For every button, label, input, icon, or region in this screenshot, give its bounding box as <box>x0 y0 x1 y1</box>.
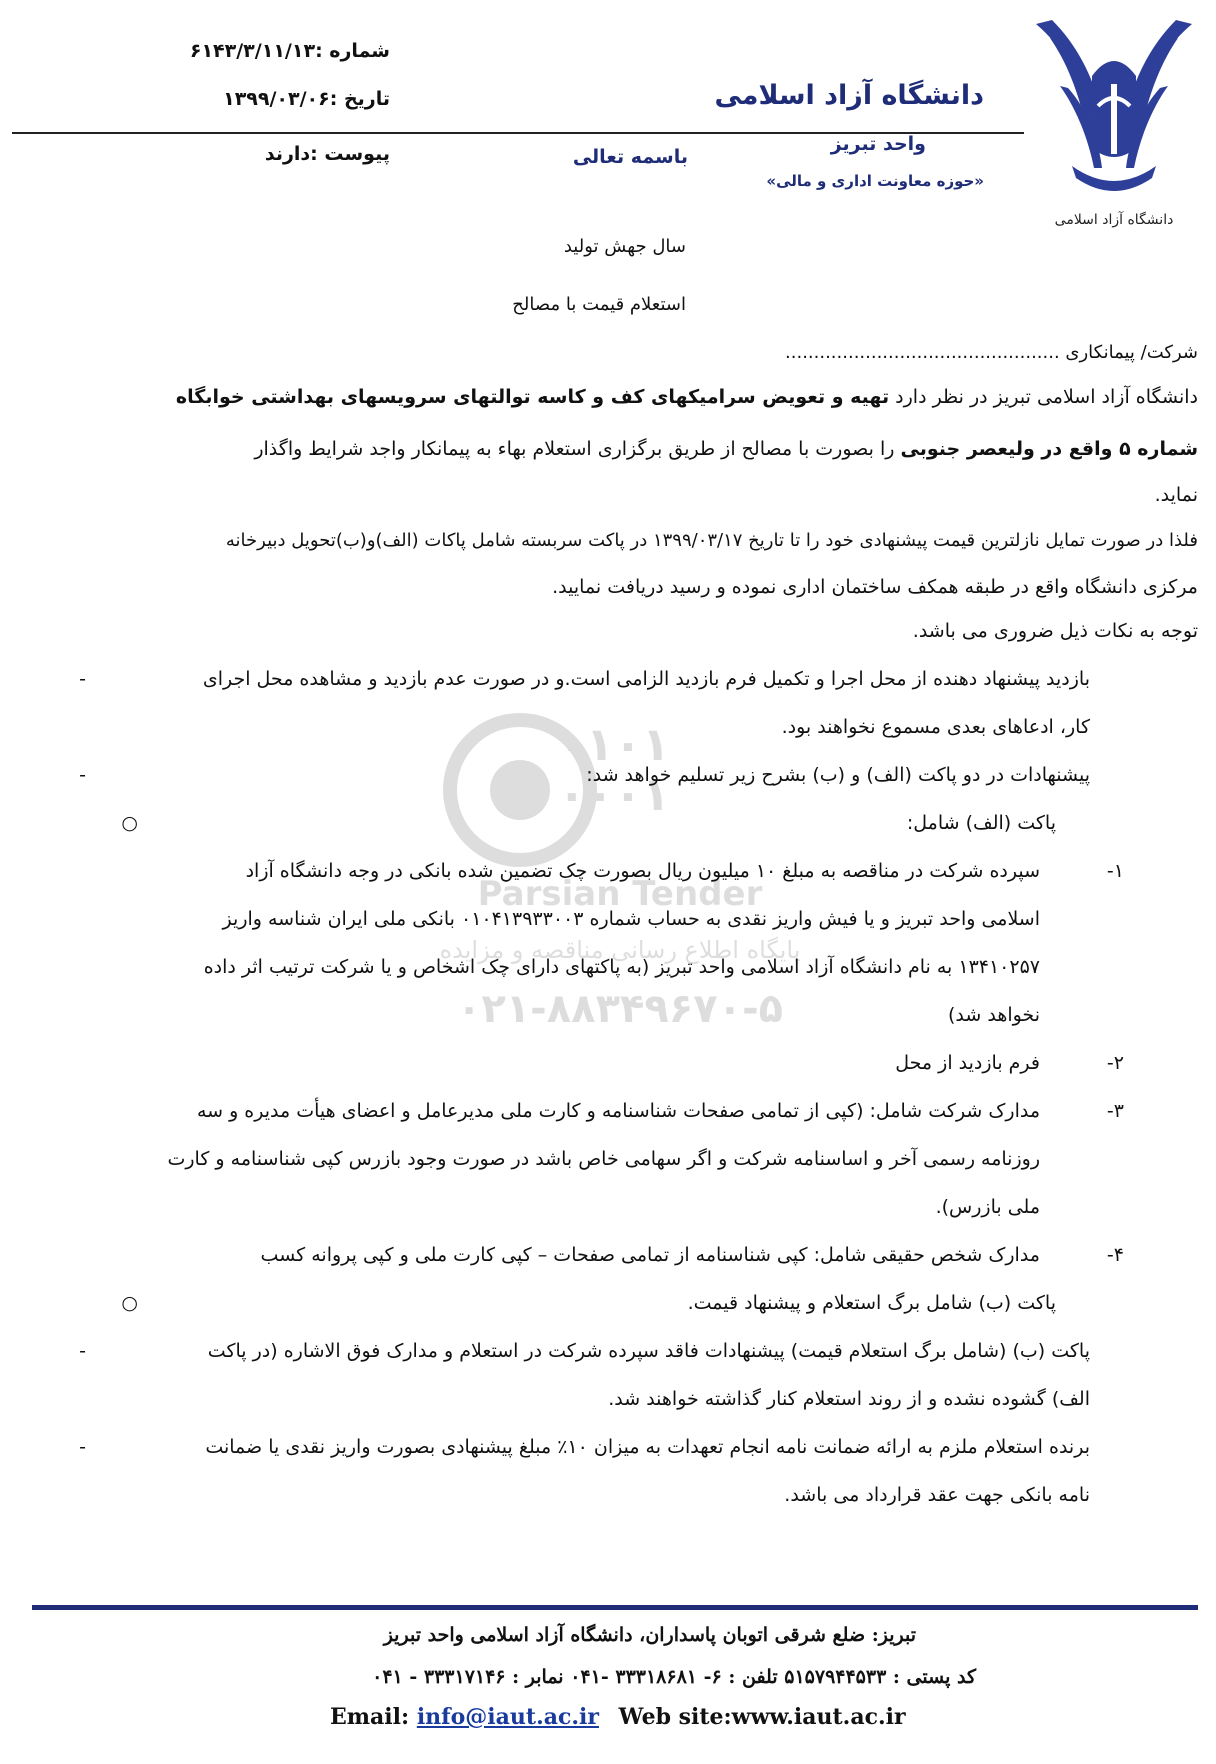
watermark-digits-2: ۰۰۰۱ <box>557 767 670 821</box>
watermark-site-name: پایگاه اطلاع رسانی مناقصه و مزایده <box>439 936 801 964</box>
website-link[interactable]: Web site:www.iaut.ac.ir <box>618 1704 906 1730</box>
watermark-brand: Parsian Tender <box>477 874 763 914</box>
para1-continuation: را بصورت با مصالح از طریق برگزاری استعلام بهاء به پیمانکار واجد شرایط واگذار <box>254 438 895 460</box>
university-name: دانشگاه آزاد اسلامی <box>714 80 984 111</box>
para1-intro: دانشگاه آزاد اسلامی تبریز در نظر دارد <box>895 386 1198 408</box>
para2-line1: فلذا در صورت تمایل نازلترین قیمت پیشنهادی خود را تا تاریخ ۱۳۹۹/۰۳/۱۷ در پاکت سربسته شامل پاکات (الف)و(ب)تحویل دبیرخانه <box>225 530 1198 551</box>
notes-heading: توجه به نکات ذیل ضروری می باشد. <box>912 620 1198 642</box>
packet-a-heading: پاکت (الف) شامل: <box>906 812 1056 834</box>
email-link[interactable]: info@iaut.ac.ir <box>416 1704 599 1730</box>
bullet-dash: - <box>79 668 86 690</box>
item3-line3: ملی بازرس). <box>935 1196 1040 1218</box>
bullet4-line2: نامه بانکی جهت عقد قرارداد می باشد. <box>784 1484 1090 1506</box>
attachment-value: دارند <box>264 143 311 165</box>
item1-line1: سپرده شرکت در مناقصه به مبلغ ۱۰ میلیون ریال بصورت چک تضمین شده بانکی در وجه دانشگاه آزاد <box>245 860 1040 882</box>
footer-contact: کد پستی : ۵۱۵۷۹۴۴۵۳۳ تلفن : ۶- ۳۳۳۱۸۶۸۱ -۰۴۱ نمابر : ۳۳۳۱۷۱۴۶ - ۰۴۱ <box>372 1666 976 1688</box>
item3-line2: روزنامه رسمی آخر و اساسنامه شرکت و اگر سهامی خاص باشد در صورت وجود بازرس کپی شناسنامه و کارت <box>167 1148 1040 1170</box>
watermark-digits-1: ۰۱۰۱ <box>557 717 670 771</box>
para1-bold-location: شماره ۵ واقع در ولیعصر جنوبی <box>900 438 1198 460</box>
date-value: ۱۳۹۹/۰۳/۰۶ <box>223 88 330 110</box>
footer-email-web <box>330 1704 906 1730</box>
bullet4-line1: برنده استعلام ملزم به ارائه ضمانت نامه انجام تعهدات به میزان ۱۰٪ مبلغ پیشنهادی بصورت واریز نقدی یا ضمانت <box>205 1436 1090 1458</box>
letter-date <box>223 88 390 110</box>
item4-number: ۴- <box>1106 1244 1124 1266</box>
bullet3-line2: الف) گشوده نشده و از روند استعلام کنار گذاشته خواهند شد. <box>608 1388 1090 1410</box>
recipient-line: شرکت/ پیمانکاری ................................................ <box>785 342 1198 363</box>
para1-end: نماید. <box>1154 484 1198 506</box>
item1-line2: اسلامی واحد تبریز و یا فیش واریز نقدی به حساب شماره ۰۱۰۴۱۳۹۳۳۰۰۳ بانکی ملی ایران شناسه واریز <box>222 908 1040 930</box>
logo-caption: دانشگاه آزاد اسلامی <box>1054 212 1174 228</box>
item2-number: ۲- <box>1106 1052 1124 1074</box>
email-label: Email: <box>330 1704 410 1730</box>
date-label: تاریخ : <box>329 88 390 110</box>
invocation: باسمه تعالی <box>572 146 688 168</box>
bullet-dash: - <box>79 1340 86 1362</box>
bullet2: پیشنهادات در دو پاکت (الف) و (ب) بشرح زیر تسلیم خواهد شد: <box>586 764 1090 786</box>
subject-line: استعلام قیمت با مصالح <box>512 294 686 315</box>
year-motto: سال جهش تولید <box>563 236 686 257</box>
circle-bullet-icon: ○ <box>121 1292 138 1314</box>
para2-line2: مرکزی دانشگاه واقع در طبقه همکف ساختمان اداری نموده و رسید دریافت نمایید. <box>552 576 1198 598</box>
packet-b-heading: پاکت (ب) شامل برگ استعلام و پیشنهاد قیمت. <box>687 1292 1056 1314</box>
item3-number: ۳- <box>1106 1100 1124 1122</box>
item2: فرم بازدید از محل <box>895 1052 1040 1074</box>
watermark-phone: ۰۲۱-۸۸۳۴۹۶۷۰-۵ <box>456 986 784 1032</box>
university-logo <box>1032 16 1196 236</box>
letter-number <box>190 40 390 62</box>
bullet3-line1: پاکت (ب) (شامل برگ استعلام قیمت) پیشنهادات فاقد سپرده شرکت در استعلام و مدارک فوق الاشاره (در پاکت <box>207 1340 1090 1362</box>
para1-bold-subject: تهیه و تعویض سرامیکهای کف و کاسه توالتهای سرویسهای بهداشتی خوابگاه <box>175 386 890 408</box>
item1-line4: نخواهد شد) <box>948 1004 1040 1026</box>
bullet-dash: - <box>79 764 86 786</box>
para1-line2 <box>254 438 1198 460</box>
item4: مدارک شخص حقیقی شامل: کپی شناسنامه از تمامی صفحات – کپی کارت ملی و کپی پروانه کسب <box>260 1244 1040 1266</box>
number-label: شماره : <box>315 40 390 62</box>
letter-attachment <box>265 143 390 165</box>
item3-line1: مدارک شرکت شامل: (کپی از تمامی صفحات شناسنامه و کارت ملی مدیرعامل و اعضای هیأت مدیره و سه <box>196 1100 1040 1122</box>
bullet1-line2: کار، ادعاهای بعدی مسموع نخواهند بود. <box>781 716 1090 738</box>
footer-divider <box>32 1605 1198 1610</box>
number-value: ۶۱۴۳/۳/۱۱/۱۳ <box>189 40 316 62</box>
attachment-label: پیوست : <box>310 143 390 165</box>
bullet1-line1: بازدید پیشنهاد دهنده از محل اجرا و تکمیل فرم بازدید الزامی است.و در صورت عدم بازدید و مشاهده محل اجرای <box>202 668 1090 690</box>
bullet-dash: - <box>79 1436 86 1458</box>
item1-line3: ۱۳۴۱۰۲۵۷ به نام دانشگاه آزاد اسلامی واحد تبریز (به پاکتهای دارای چک اشخاص و یا شرکت ترتیب اثر داده <box>203 956 1040 978</box>
para1-line1 <box>176 386 1198 408</box>
department-name: «حوزه معاونت اداری و مالی» <box>766 172 984 190</box>
unit-name: واحد تبریز <box>830 133 926 155</box>
circle-bullet-icon: ○ <box>121 812 138 834</box>
item1-number: ۱- <box>1106 860 1124 882</box>
footer-address: تبریز: ضلع شرقی اتوبان پاسداران، دانشگاه آزاد اسلامی واحد تبریز <box>383 1624 916 1646</box>
